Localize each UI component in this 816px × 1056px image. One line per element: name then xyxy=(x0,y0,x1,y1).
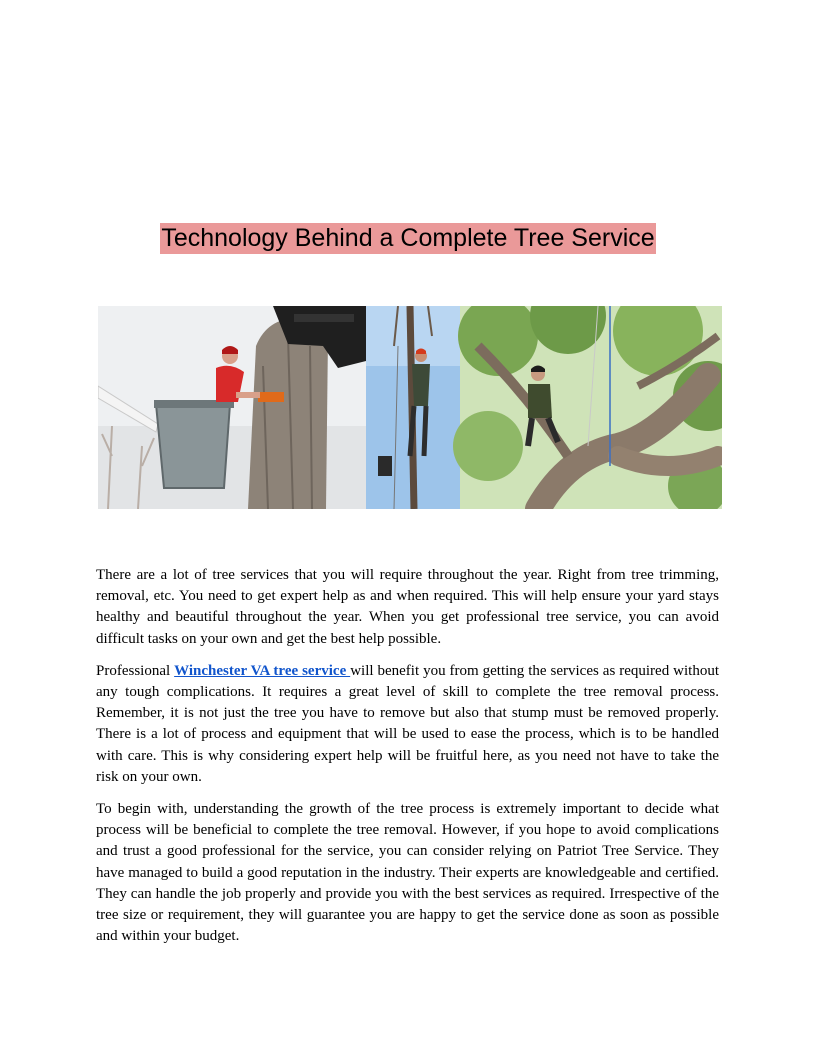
paragraph-2-intro: Professional xyxy=(96,662,175,679)
paragraph-3: To begin with, understanding the growth of the tree process is extremely important to decide what process will be beneficial to complete the tree removal. However, if you hope to avoid complications and trust a good professional for the service, you can consider relying on Patriot Tree Service. They have managed to build a good reputation in the industry. Their experts are knowledgeable and certified. They can handle the job properly and provide you with the best services as required. Irrespective of the tree size or requirement, they will guarantee you are happy to get the service done as soon as possible and within your budget. xyxy=(96,801,719,945)
document-title: Technology Behind a Complete Tree Service xyxy=(161,224,655,252)
photo-climber-sky xyxy=(366,306,460,509)
paragraph-2 xyxy=(96,661,719,788)
photo-bucket-lift xyxy=(98,306,366,509)
article-body xyxy=(96,565,719,958)
photo-climber-oak xyxy=(453,306,722,509)
paragraph-1: There are a lot of tree services that you will require throughout the year. Right from tree trimming, removal, etc. You need to get expert help as and when required. This will help ensure your yard stays healthy and beautiful throughout the year. When you get professional tree service, you can avoid difficult tasks on your own and get the best help possible. xyxy=(96,567,719,647)
winchester-tree-service-link[interactable]: Winchester VA tree service xyxy=(174,662,351,679)
tree-service-photo-collage xyxy=(98,306,722,509)
title-container xyxy=(0,223,816,254)
photo-collage-image xyxy=(98,306,722,509)
paragraph-2-body: will benefit you from getting the services as required without any tough complications. It requires a great level of skill to complete the tree removal process. Remember, it is not just the tree you have to remove but also that stump must be removed properly. There is a lot of process and equipment that will be used to ease the process, which is to be handled with care. This is why considering expert help will be fruitful here, as you need not have to take the risk on your own. xyxy=(96,662,719,785)
